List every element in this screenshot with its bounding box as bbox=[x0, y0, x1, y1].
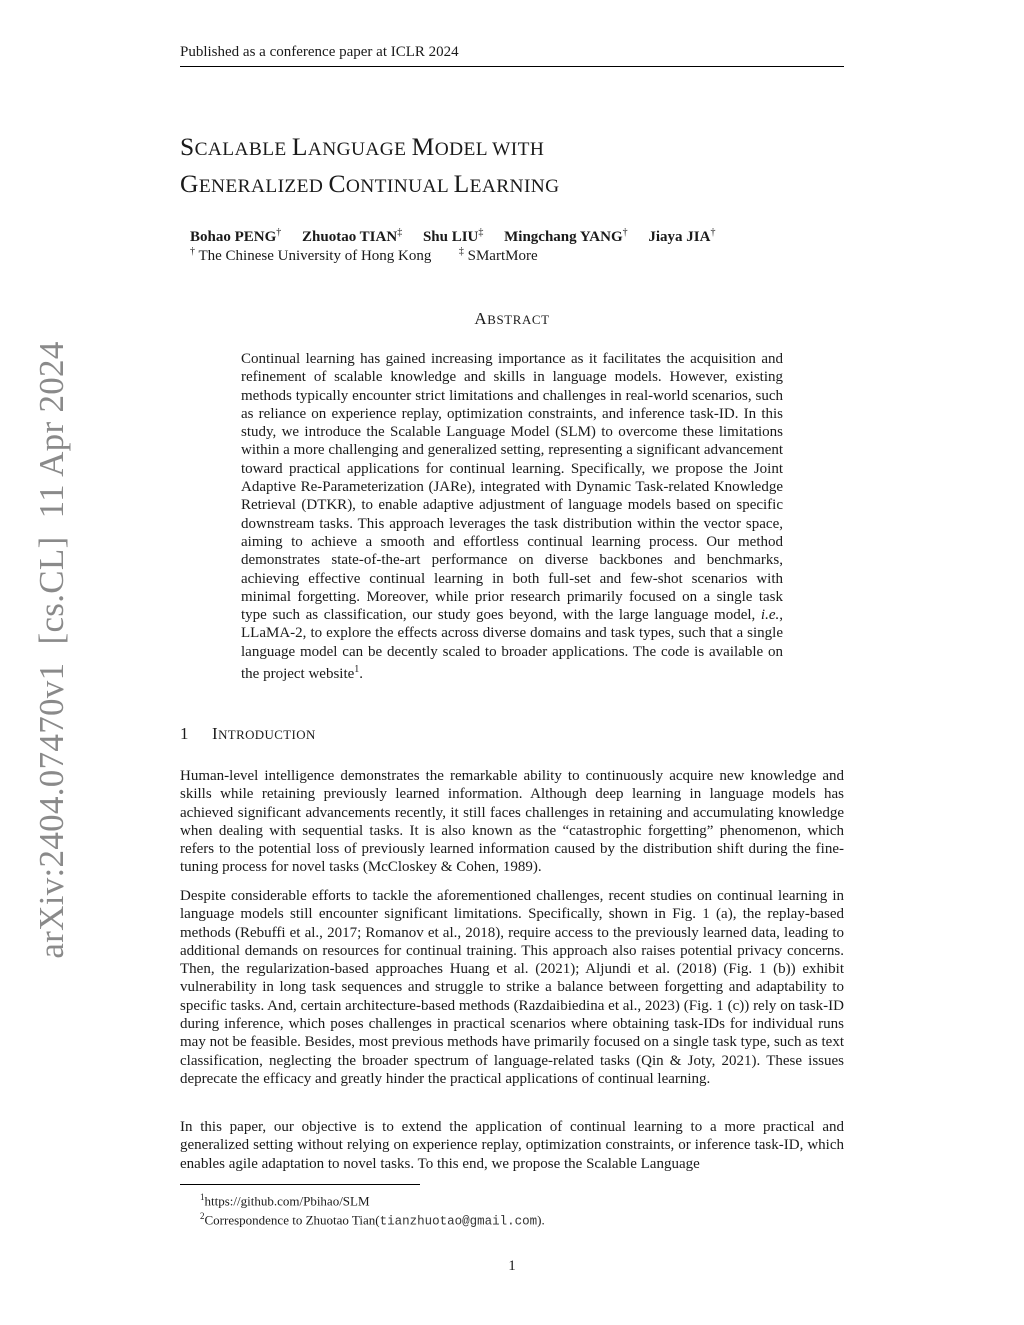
author: Zhuotao TIAN‡ bbox=[302, 227, 403, 245]
footnote: $^1$https://github.com/Pbihao/SLM bbox=[200, 1192, 370, 1209]
footnote: $^2$Correspondence to Zhuotao Tian(tianzhuotao@gmail.com). bbox=[200, 1211, 545, 1229]
author: Shu LIU‡ bbox=[422, 227, 484, 245]
abstract-body: Continual learning has gained increasing importance as it facilitates the acquisition and refinement of scalable knowledge and skills in language models. However, existing methods typically encounter strict limitations and challenges in real-world scenarios, such as reliance on experience replay, optimization constraints, and inference task-ID. In this study, we introduce the Scalable Language Model (SLM) to overcome these limitations within a more challenging and generalized setting, representing a significant advancement toward practical applications for continual learning. Specifically, we propose the Joint Adaptive Re-Parameterization (JARe), integrated with Dynamic Task-related Knowledge Retrieval (DTKR), to enable adaptive adjustment of language models based on specific downstream tasks. This approach leverages the task distribution within the vector space, aiming to achieve a smooth and effortless continual learning process. Our method demonstrates state-of-the-art performance on diverse backbones and benchmarks, achieving effective continual learning in both full-set and few-shot scenarios with minimal forgetting. Moreover, while prior research primarily focused on a single task type such as classification, our study goes beyond, with the large language model, i.e., LLaMA-2, to explore the effects across diverse domains and task types, such that a single language model can be decently scaled to broader applications. The code is available on the project website$^1$. bbox=[241, 351, 783, 683]
paragraph: Human-level intelligence demonstrates the remarkable ability to continuously acquire new knowledge and skills while retaining previously learned information. Although deep learning in language models has achieved significant advancements recently, it still faces challenges in retaining and accumulating knowledge when dealing with sequential tasks. It is also known as the “catastrophic forgetting” phenomenon, which refers to the potential loss of previously learned information caused by the distribution shift during the fine-tuning process for novel tasks (McCloskey & Cohen, 1989). bbox=[180, 768, 844, 876]
abstract-heading: ABSTRACT bbox=[474, 309, 550, 328]
author: Jiaya JIA† bbox=[648, 227, 716, 245]
title-line-2: GENERALIZED CONTINUAL LEARNING bbox=[180, 169, 560, 198]
author-list bbox=[190, 227, 732, 246]
title-line-1: SCALABLE LANGUAGE MODEL WITH bbox=[180, 132, 545, 161]
running-header: Published as a conference paper at ICLR 2024 bbox=[180, 44, 459, 60]
arxiv-stamp: arXiv:2404.07470v1 [cs.CL] 11 Apr 2024 bbox=[32, 341, 71, 959]
affiliations: † The Chinese University of Hong Kong ‡ SMartMore bbox=[190, 246, 538, 264]
affiliation: The Chinese University of Hong Kong bbox=[198, 248, 432, 264]
footnote-ref[interactable]: 1 bbox=[354, 664, 360, 676]
header-rule bbox=[180, 66, 844, 67]
paragraph: In this paper, our objective is to extend the application of continual learning to a more practical and generalized setting without relying on experience replay, optimization constraints, or inference task-ID, which enables agile adaptation to novel tasks. To this end, we propose the Scalable Language bbox=[180, 1119, 844, 1172]
affiliation: SMartMore bbox=[467, 248, 538, 264]
footnote-link[interactable]: https://github.com/Pbihao/SLM bbox=[204, 1193, 370, 1209]
author: Mingchang YANG† bbox=[504, 227, 628, 245]
footnote-rule bbox=[180, 1184, 420, 1185]
email-link[interactable]: tianzhuotao@gmail.com bbox=[379, 1214, 538, 1229]
paper-title bbox=[180, 130, 560, 204]
author: Bohao PENG† bbox=[190, 227, 282, 245]
paragraph: Despite considerable efforts to tackle the aforementioned challenges, recent studies on continual learning in language models still encounter significant limitations. Specifically, shown in Fig. 1 (a), the replay-based methods (Rebuffi et al., 2017; Romanov et al., 2018), require access to the previously learned data, leading to additional demands on resources for continual training. This approach also raises potential privacy concerns. Then, the regularization-based approaches Huang et al. (2021); Aljundi et al. (2018) (Fig. 1 (b)) exhibit vulnerability in long task sequences and struggle to strike a balance between forgetting and adaptability to specific tasks. And, certain architecture-based methods (Razdaibiedina et al., 2023) (Fig. 1 (c)) rely on task-ID during inference, which poses challenges in practical scenarios where obtaining task-IDs for individual runs may not be feasible. Besides, most previous methods have primarily focused on a single task type, such as text classification, neglecting the broader spectrum of language-related tasks (Qin & Joty, 2021). These issues deprecate the efficacy and greatly hinder the practical applications of continual learning. bbox=[180, 888, 844, 1087]
page-number: 1 bbox=[508, 1258, 516, 1274]
section-heading-introduction: 1 INTRODUCTION bbox=[180, 724, 316, 743]
